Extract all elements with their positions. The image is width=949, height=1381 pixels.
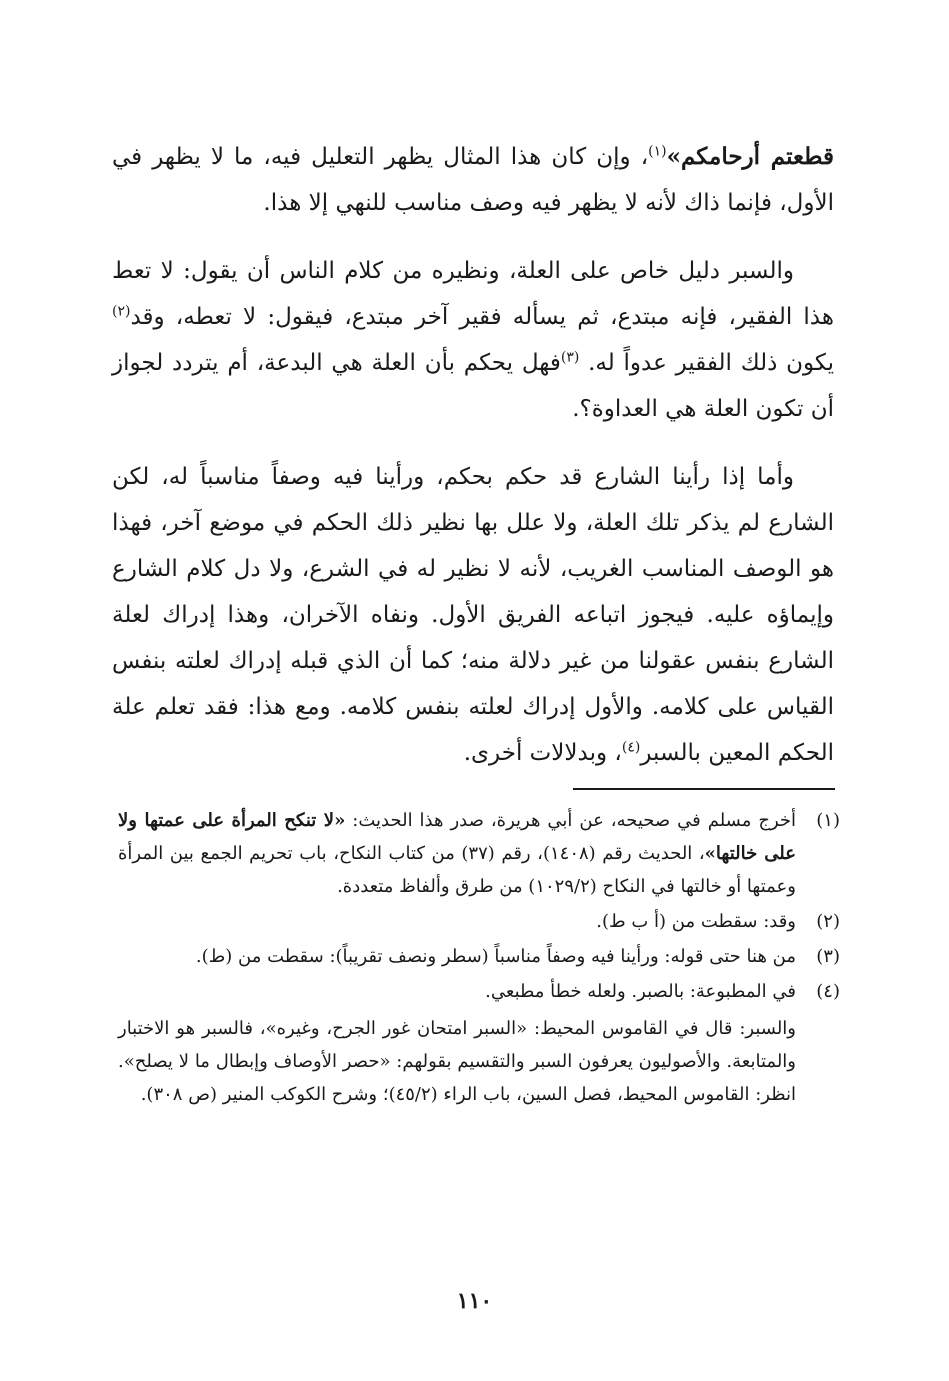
footnote-1 [118,804,840,903]
footnote-separator [573,788,835,790]
footnote-ref-1[interactable]: (١) [648,143,667,160]
footnote-text [118,804,796,903]
footnote-number: (٤) [816,981,840,1002]
footnote-1-text-b: ، الحديث رقم (١٤٠٨)، رقم (٣٧) من كتاب النكاح، باب تحريم الجمع بين المرأة وعمتها أو خالتها في النكاح (١٠٢٩/٢) من طرق وألفاظ متعددة. [118,843,796,897]
footnote-4 [118,975,840,1008]
main-text [112,134,834,798]
paragraph-2-text-a: والسبر دليل خاص على العلة، ونظيره من كلام الناس أن يقول: لا تعط هذا الفقير، فإنه مبتدع، ثم يسأله فقير آخر مبتدع، فيقول: لا تعطه، وقد [112,258,834,330]
quote-fragment: قطعتم أرحامكم» [666,143,835,170]
paragraph-3 [112,454,834,776]
hadith-quote: «لا تنكح المرأة على عمتها ولا على خالتها» [118,810,797,864]
page-number: ١١٠ [456,1288,493,1314]
footnote-number: (٣) [816,946,840,967]
footnote-ref-3[interactable]: (٣) [560,349,580,366]
footnote-text: من هنا حتى قوله: ورأينا فيه وصفاً مناسباً (سطر ونصف تقريباً): سقطت من (ط). [195,946,796,967]
paragraph-3-text-a: وأما إذا رأينا الشارع قد حكم بحكم، ورأينا فيه وصفاً مناسباً له، لكن الشارع لم يذكر تلك العلة، ولا علل بها نظير ذلك الحكم في موضع آخر، فهذا هو الوصف المناسب الغريب، لأنه لا نظير له في الشرع، ولا دل كلام الشارع وإيماؤه عليه. فيجوز اتباعه الفريق الأول. ونفاه الآخران، وهذا إدراك لعلة الشارع بنفس عقولنا من غير دلالة منه؛ كما أن الذي قبله إدراك لعلته بنفس القياس على كلامه. والأول إدراك لعلته بنفس كلامه. ومع هذا: فقد تعلم علة الحكم المعين بالسبر [112,464,834,766]
paragraph-2-text-b: يكون ذلك الفقير عدواً له. [579,350,834,376]
footnote-number: (٢) [816,911,840,932]
footnotes [118,804,840,1111]
footnote-number: (١) [816,810,840,831]
footnote-ref-2[interactable]: (٢) [112,303,131,320]
paragraph-1-text: ، وإن كان هذا المثال يظهر التعليل فيه، ما لا يظهر في الأول، فإنما ذاك لأنه لا يظهر فيه وصف مناسب للنهي إلا هذا. [112,144,834,216]
footnote-3 [118,940,840,973]
footnote-text: وقد: سقطت من (أ ب ط). [596,911,796,932]
paragraph-1 [112,134,834,226]
footnote-4-continuation: والسبر: قال في القاموس المحيط: «السبر امتحان غور الجرح، وغيره»، فالسبر هو الاختبار والمتابعة. والأصوليون يعرفون السبر والتقسيم بقولهم: «حصر الأوصاف وإبطال ما لا يصلح». انظر: القاموس المحيط، فصل السين، باب الراء (٤٥/٢)؛ وشرح الكوكب المنير (ص ٣٠٨). [118,1018,796,1105]
paragraph-2 [112,248,834,432]
footnote-1-text-a: أخرج مسلم في صحيحه، عن أبي هريرة، صدر هذا الحديث: [345,810,796,831]
paragraph-2-text-c: فهل يحكم بأن العلة هي البدعة، أم يتردد لجواز أن تكون العلة هي العداوة؟. [112,350,834,422]
footnote-2 [118,905,840,938]
footnote-text: في المطبوعة: بالصبر. ولعله خطأ مطبعي. [485,981,796,1002]
footnote-ref-4[interactable]: (٤) [621,739,641,756]
paragraph-3-text-b: ، وبدلالات أخرى. [463,740,622,766]
